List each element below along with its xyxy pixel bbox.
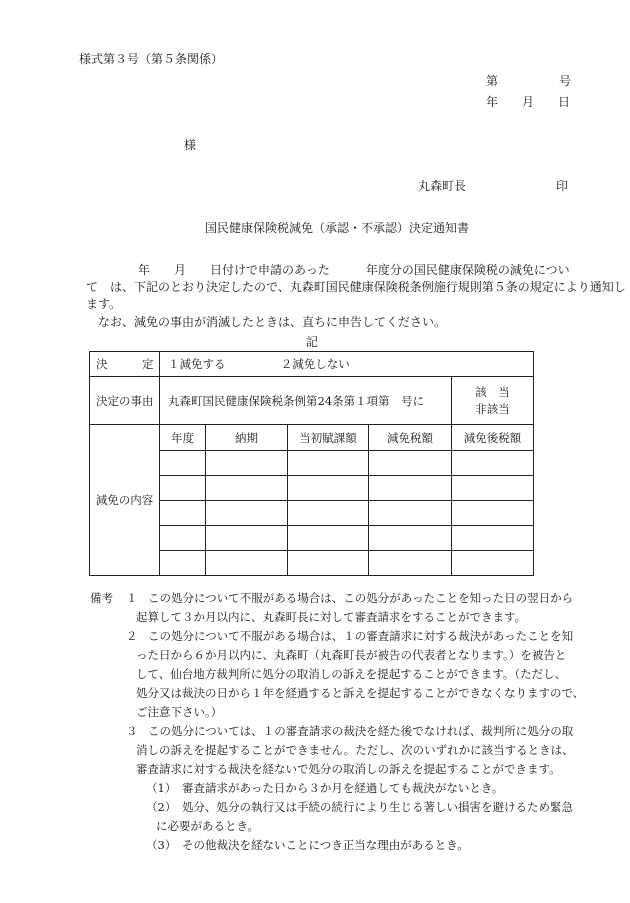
cell-reduction[interactable] — [369, 526, 452, 551]
addressee-suffix: 様 — [184, 138, 197, 152]
applicability-cell — [452, 377, 534, 425]
content-header-row — [90, 425, 534, 451]
body-line-3: ます。 — [86, 297, 122, 311]
issuer: 丸森町長 — [418, 179, 467, 193]
applicable-label: 該 当 — [475, 384, 510, 399]
body-line-1: 年 月 日付けで申請のあった 年度分の国民健康保険税の減免につい — [90, 263, 570, 277]
cell-due[interactable] — [206, 551, 288, 576]
note-2-line-1: この処分について不服がある場合は、１の審査請求に対する裁決があったことを知 — [148, 629, 574, 643]
note-2-line-4: 処分又は裁決の日から１年を経過すると訴えを提起することができなくなりますので、 — [136, 686, 585, 700]
content-label: 減免の内容 — [90, 425, 160, 576]
cell-reduction[interactable] — [369, 551, 452, 576]
cell-after[interactable] — [452, 501, 534, 526]
subnote-2-line-1: 処分、処分の執行又は手続の続行により生じる著しい損害を避けるため緊急 — [182, 800, 573, 814]
decision-table — [89, 351, 534, 576]
cell-year[interactable] — [160, 451, 206, 476]
form-number: 様式第３号（第５条関係） — [79, 52, 224, 66]
reason-text: 丸森町国民健康保険税条例第24条第１項第 号に — [160, 377, 452, 425]
ki-heading: 記 — [306, 335, 319, 349]
note-2-number: ２ — [126, 629, 138, 643]
doc-number-prefix: 第 — [486, 74, 499, 88]
subnote-1-number: （1） — [146, 781, 177, 795]
note-1-line-2: 起算して３か月以内に、丸森町長に対して審査請求をすることができます。 — [136, 610, 527, 624]
option-reject: ２減免しない — [280, 357, 350, 371]
decision-label: 決 定 — [90, 352, 160, 377]
cell-year[interactable] — [160, 476, 206, 501]
decision-options — [160, 352, 534, 377]
body-line-2: て は、下記のとおり決定したので、丸森町国民健康保険税条例施行規則第５条の規定により通知し — [86, 280, 626, 294]
note-3-number: ３ — [126, 724, 138, 738]
col-header-due: 納期 — [206, 425, 288, 451]
cell-initial[interactable] — [288, 551, 369, 576]
subnote-1-text: 審査請求があった日から３か月を経過しても裁決がないとき。 — [182, 781, 504, 795]
note-2-line-5: ご注意下さい。） — [136, 705, 223, 719]
date-day: 日 — [558, 95, 571, 109]
cell-reduction[interactable] — [369, 501, 452, 526]
cell-initial[interactable] — [288, 501, 369, 526]
col-header-initial: 当初賦課額 — [288, 425, 369, 451]
cell-after[interactable] — [452, 476, 534, 501]
date-month: 月 — [522, 95, 535, 109]
cell-due[interactable] — [206, 476, 288, 501]
document-title: 国民健康保険税減免（承認・不承認）決定通知書 — [205, 221, 470, 235]
note-3-line-1: この処分については、１の審査請求の裁決を経た後でなければ、裁判所に処分の取 — [148, 724, 574, 738]
cell-initial[interactable] — [288, 476, 369, 501]
cell-due[interactable] — [206, 501, 288, 526]
subnote-2-line-2: に必要があるとき。 — [156, 819, 260, 833]
note-1-number: １ — [126, 591, 138, 605]
note-2-line-3: して、仙台地方裁判所に処分の取消しの訴えを提起することができます。（ただし、 — [136, 667, 567, 681]
col-header-year: 年度 — [160, 425, 206, 451]
decision-row — [90, 352, 534, 377]
col-header-after: 減免後税額 — [452, 425, 534, 451]
doc-number-suffix: 号 — [559, 74, 572, 88]
note-1-line-1: この処分について不服がある場合は、この処分があったことを知った日の翌日から — [148, 591, 574, 605]
col-header-reduction: 減免税額 — [369, 425, 452, 451]
date-year: 年 — [486, 95, 499, 109]
cell-initial[interactable] — [288, 451, 369, 476]
cell-reduction[interactable] — [369, 476, 452, 501]
cell-year[interactable] — [160, 501, 206, 526]
note-3-line-2: 消しの訴えを提起することができません。ただし、次のいずれかに該当するときは、 — [136, 743, 574, 757]
cell-after[interactable] — [452, 451, 534, 476]
cell-initial[interactable] — [288, 526, 369, 551]
notes-section — [90, 589, 610, 855]
cell-reduction[interactable] — [369, 451, 452, 476]
note-2-line-2: った日から６か月以内に、丸森町（丸森町長が被告の代表者となります。）を被告と — [136, 648, 567, 662]
cell-year[interactable] — [160, 526, 206, 551]
subnote-2-number: （2） — [146, 800, 177, 814]
seal: 印 — [556, 179, 569, 193]
note-3-line-3: 審査請求に対する裁決を経ないで処分の取消しの訴えを提起することができます。 — [136, 762, 561, 776]
not-applicable-label: 非該当 — [475, 401, 510, 416]
cell-due[interactable] — [206, 526, 288, 551]
option-approve: １減免する — [168, 357, 226, 371]
cell-after[interactable] — [452, 526, 534, 551]
reason-label: 決定の事由 — [90, 377, 160, 425]
cell-after[interactable] — [452, 551, 534, 576]
cell-due[interactable] — [206, 451, 288, 476]
cell-year[interactable] — [160, 551, 206, 576]
body-notice: なお、減免の事由が消滅したときは、直ちに申告してください。 — [86, 315, 447, 329]
subnote-3-number: （3） — [146, 838, 177, 852]
reason-row — [90, 377, 534, 425]
subnote-3-text: その他裁決を経ないことにつき正当な理由があるとき。 — [182, 838, 469, 852]
notes-label: 備考 — [90, 591, 113, 605]
